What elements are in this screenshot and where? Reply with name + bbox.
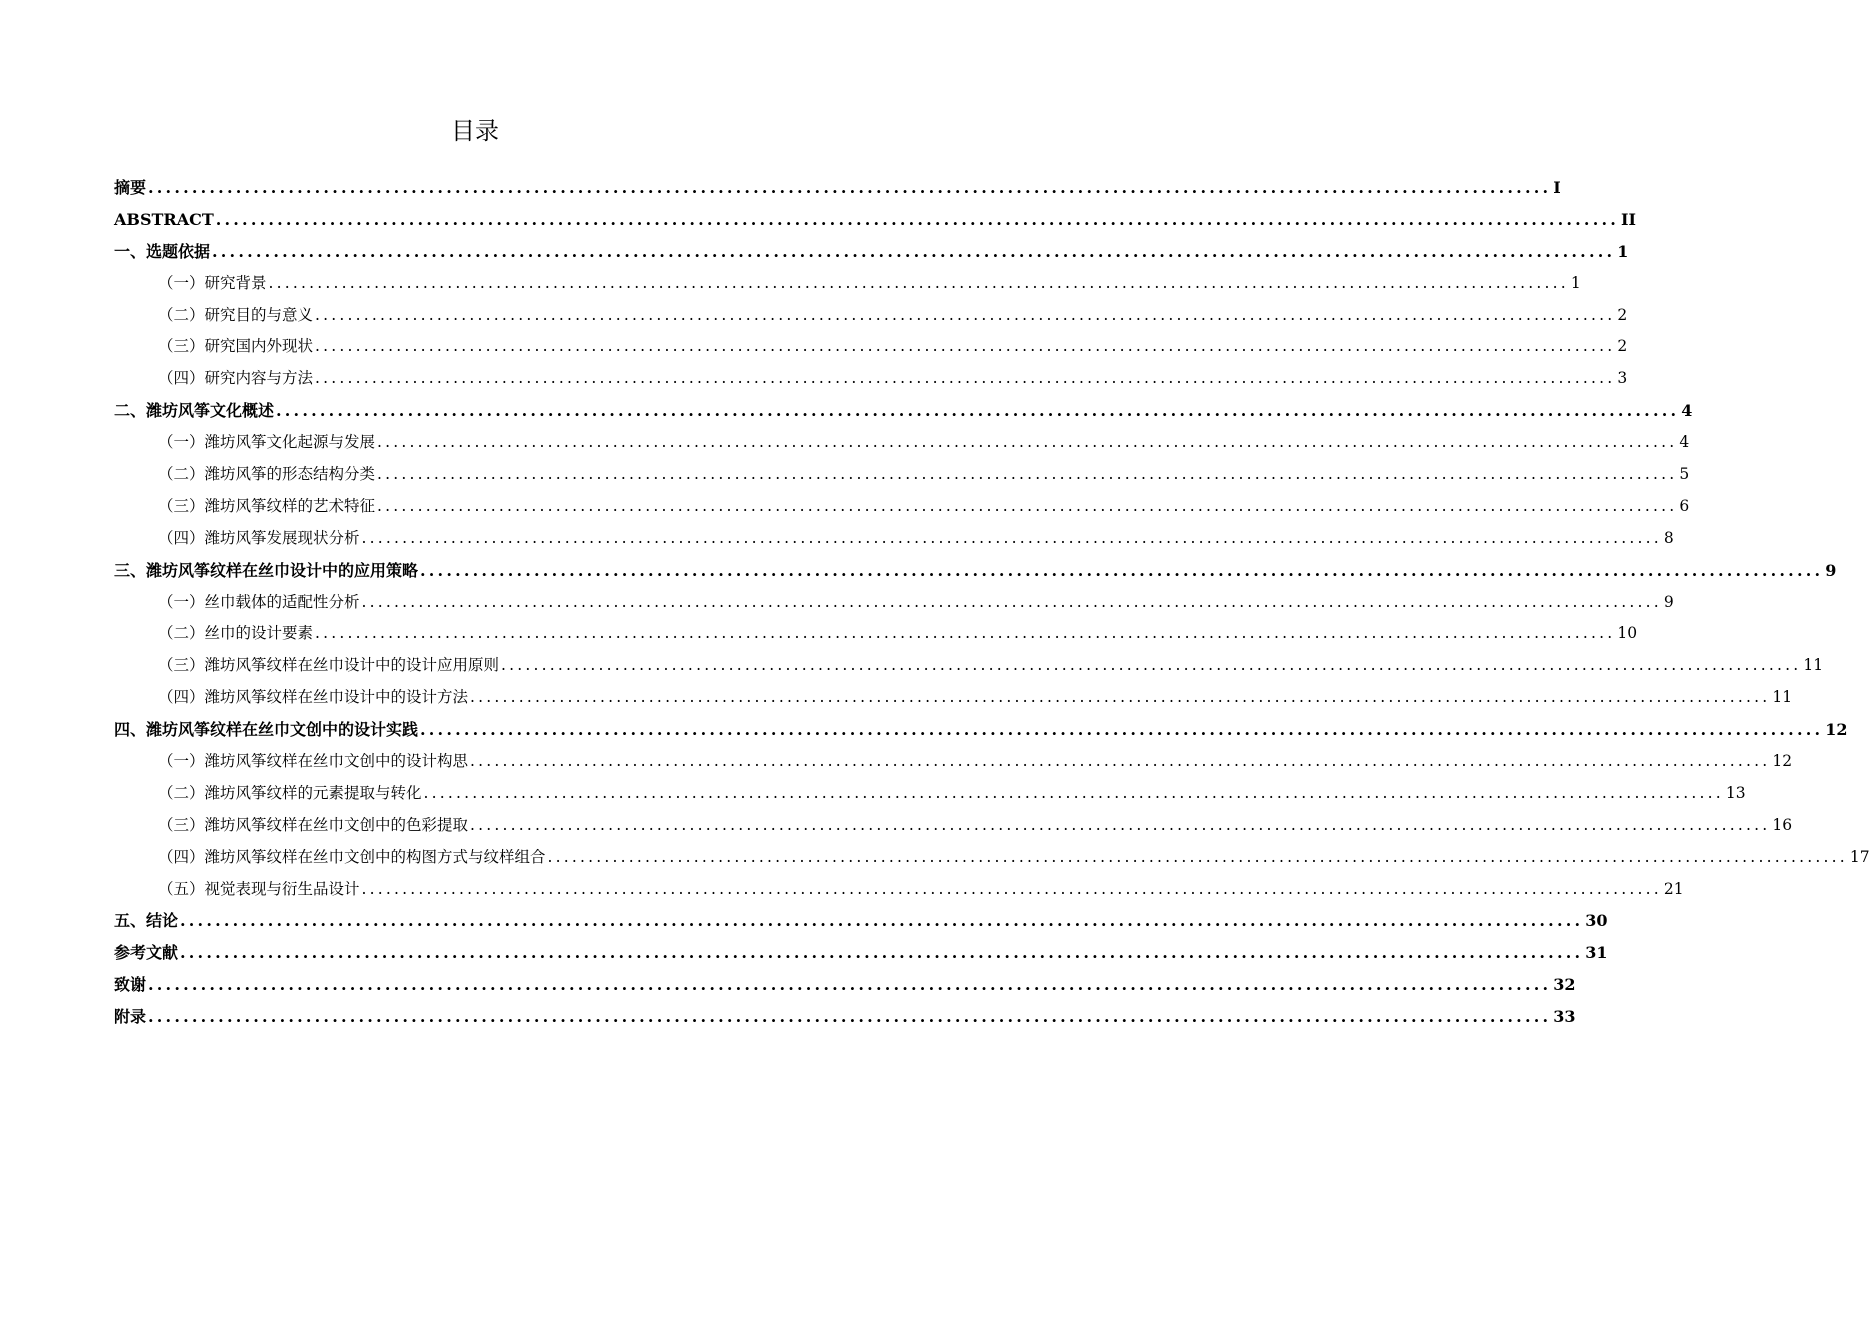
toc-entry-page-number: 3 bbox=[1617, 369, 1628, 388]
toc-entry-page-number: 30 bbox=[1585, 911, 1608, 931]
toc-entry-label: （三）潍坊风筝纹样在丝巾设计中的设计应用原则 bbox=[158, 656, 500, 675]
toc-entry-label: （一）丝巾载体的适配性分析 bbox=[158, 592, 360, 611]
toc-dot-leader: ................................................................................................................................................................ bbox=[377, 465, 1678, 484]
toc-entry-label: （三）潍坊风筝纹样在丝巾文创中的色彩提取 bbox=[158, 815, 469, 834]
toc-entry-label: （一）潍坊风筝文化起源与发展 bbox=[158, 433, 376, 452]
toc-entry-page-number: 8 bbox=[1663, 528, 1674, 547]
toc-entry-section[interactable] bbox=[114, 331, 1628, 363]
toc-entry-section[interactable] bbox=[114, 491, 1690, 523]
toc-dot-leader: ................................................................................................................................................................ bbox=[361, 592, 1662, 611]
toc-entry-section[interactable] bbox=[114, 650, 1824, 682]
toc-entry-chapter[interactable] bbox=[114, 905, 1608, 937]
toc-dot-leader: ................................................................................................................................................................ bbox=[180, 943, 1584, 963]
toc-dot-leader: ................................................................................................................................................................ bbox=[212, 241, 1616, 261]
toc-entry-page-number: 2 bbox=[1617, 305, 1628, 324]
toc-dot-leader: ................................................................................................................................................................ bbox=[361, 879, 1662, 898]
toc-entry-page-number: 4 bbox=[1681, 401, 1693, 421]
toc-dot-leader: ................................................................................................................................................................ bbox=[470, 688, 1771, 707]
toc-dot-leader: ................................................................................................................................................................ bbox=[377, 433, 1678, 452]
toc-entry-section[interactable] bbox=[114, 459, 1690, 491]
toc-entry-label: 参考文献 bbox=[114, 943, 179, 963]
toc-entry-section[interactable] bbox=[114, 268, 1581, 300]
toc-entry-label: ABSTRACT bbox=[114, 209, 214, 229]
toc-entry-label: 二、潍坊风筝文化概述 bbox=[114, 401, 275, 421]
toc-entry-label: （四）潍坊风筝纹样在丝巾文创中的构图方式与纹样组合 bbox=[158, 847, 546, 866]
toc-entry-page-number: I bbox=[1553, 178, 1561, 197]
toc-dot-leader: ................................................................................................................................................................ bbox=[148, 1007, 1552, 1027]
toc-entry-page-number: 32 bbox=[1553, 975, 1576, 995]
toc-entry-section[interactable] bbox=[114, 427, 1690, 459]
toc-entry-chapter[interactable] bbox=[114, 1001, 1576, 1033]
toc-entry-page-number: 12 bbox=[1772, 752, 1793, 771]
toc-entry-page-number: 6 bbox=[1679, 496, 1690, 515]
toc-entry-label: （三）研究国内外现状 bbox=[158, 337, 314, 356]
toc-entry-page-number: 31 bbox=[1585, 943, 1608, 963]
toc-entry-chapter[interactable] bbox=[114, 204, 1636, 236]
toc-entry-page-number: II bbox=[1621, 209, 1636, 229]
toc-entry-label: 致谢 bbox=[114, 975, 147, 995]
toc-entry-label: （四）研究内容与方法 bbox=[158, 369, 314, 388]
toc-entry-page-number: 2 bbox=[1617, 337, 1628, 356]
toc-dot-leader: ................................................................................................................................................................ bbox=[420, 560, 1824, 580]
toc-entry-label: 一、选题依据 bbox=[114, 241, 211, 261]
toc-entry-label: 四、潍坊风筝纹样在丝巾文创中的设计实践 bbox=[114, 720, 419, 740]
toc-entry-page-number: 13 bbox=[1725, 783, 1746, 802]
toc-entry-chapter[interactable] bbox=[114, 236, 1629, 268]
toc-dot-leader: ................................................................................................................................................................ bbox=[148, 975, 1552, 995]
toc-entry-page-number: 5 bbox=[1679, 465, 1690, 484]
toc-entry-section[interactable] bbox=[114, 682, 1793, 714]
table-of-contents bbox=[114, 172, 1870, 1033]
toc-dot-leader: ................................................................................................................................................................ bbox=[470, 815, 1771, 834]
toc-entry-chapter[interactable] bbox=[114, 555, 1837, 587]
toc-dot-leader: ................................................................................................................................................................ bbox=[315, 369, 1616, 388]
toc-entry-label: （二）丝巾的设计要素 bbox=[158, 624, 314, 643]
toc-entry-label: （五）视觉表现与衍生品设计 bbox=[158, 879, 360, 898]
toc-entry-page-number: 9 bbox=[1663, 592, 1674, 611]
toc-entry-page-number: 1 bbox=[1570, 273, 1581, 292]
toc-entry-label: 附录 bbox=[114, 1007, 147, 1027]
toc-dot-leader: ................................................................................................................................................................ bbox=[315, 305, 1616, 324]
toc-entry-chapter[interactable] bbox=[114, 937, 1608, 969]
toc-entry-section[interactable] bbox=[114, 746, 1793, 778]
toc-entry-chapter[interactable] bbox=[114, 395, 1693, 427]
toc-entry-page-number: 21 bbox=[1663, 879, 1684, 898]
toc-entry-page-number: 11 bbox=[1803, 656, 1824, 675]
toc-entry-section[interactable] bbox=[114, 810, 1793, 842]
toc-entry-section[interactable] bbox=[114, 587, 1674, 619]
toc-entry-page-number: 12 bbox=[1825, 720, 1848, 740]
toc-entry-label: （一）潍坊风筝纹样在丝巾文创中的设计构思 bbox=[158, 752, 469, 771]
toc-entry-page-number: 11 bbox=[1772, 688, 1793, 707]
toc-dot-leader: ................................................................................................................................................................ bbox=[547, 847, 1848, 866]
toc-entry-label: 五、结论 bbox=[114, 911, 179, 931]
toc-entry-page-number: 9 bbox=[1825, 560, 1837, 580]
toc-dot-leader: ................................................................................................................................................................ bbox=[315, 337, 1616, 356]
toc-dot-leader: ................................................................................................................................................................ bbox=[501, 656, 1802, 675]
toc-entry-label: （二）潍坊风筝的形态结构分类 bbox=[158, 465, 376, 484]
toc-dot-leader: ................................................................................................................................................................ bbox=[215, 209, 1619, 229]
toc-entry-section[interactable] bbox=[114, 778, 1746, 810]
page-title: 目录 bbox=[451, 117, 499, 145]
toc-entry-section[interactable] bbox=[114, 523, 1674, 555]
toc-entry-section[interactable] bbox=[114, 618, 1638, 650]
toc-entry-label: （二）潍坊风筝纹样的元素提取与转化 bbox=[158, 783, 422, 802]
toc-entry-label: （四）潍坊风筝发展现状分析 bbox=[158, 528, 360, 547]
toc-entry-page-number: 1 bbox=[1617, 241, 1629, 261]
toc-entry-label: 三、潍坊风筝纹样在丝巾设计中的应用策略 bbox=[114, 560, 419, 580]
toc-entry-page-number: 33 bbox=[1553, 1007, 1576, 1027]
toc-dot-leader: ................................................................................................................................................................ bbox=[276, 401, 1680, 421]
toc-entry-label: （二）研究目的与意义 bbox=[158, 305, 314, 324]
toc-entry-chapter[interactable] bbox=[114, 969, 1576, 1001]
toc-dot-leader: ................................................................................................................................................................ bbox=[361, 528, 1662, 547]
toc-entry-section[interactable] bbox=[114, 842, 1870, 874]
toc-entry-label: 摘要 bbox=[114, 178, 147, 197]
toc-entry-section[interactable] bbox=[114, 300, 1628, 332]
toc-dot-leader: ................................................................................................................................................................ bbox=[420, 720, 1824, 740]
toc-entry-section[interactable] bbox=[114, 874, 1684, 906]
toc-entry-page-number: 10 bbox=[1617, 624, 1638, 643]
toc-entry-label: （三）潍坊风筝纹样的艺术特征 bbox=[158, 496, 376, 515]
toc-entry-label: （一）研究背景 bbox=[158, 273, 267, 292]
toc-entry-chapter[interactable] bbox=[114, 172, 1561, 204]
toc-entry-chapter[interactable] bbox=[114, 714, 1848, 746]
toc-entry-page-number: 17 bbox=[1849, 847, 1870, 866]
toc-entry-page-number: 16 bbox=[1772, 815, 1793, 834]
toc-dot-leader: ................................................................................................................................................................ bbox=[180, 911, 1584, 931]
toc-dot-leader: ................................................................................................................................................................ bbox=[423, 783, 1724, 802]
toc-dot-leader: ................................................................................................................................................................ bbox=[148, 178, 1552, 197]
toc-dot-leader: ................................................................................................................................................................ bbox=[315, 624, 1616, 643]
toc-dot-leader: ................................................................................................................................................................ bbox=[377, 496, 1678, 515]
toc-entry-section[interactable] bbox=[114, 363, 1628, 395]
toc-entry-label: （四）潍坊风筝纹样在丝巾设计中的设计方法 bbox=[158, 688, 469, 707]
toc-dot-leader: ................................................................................................................................................................ bbox=[268, 273, 1569, 292]
toc-dot-leader: ................................................................................................................................................................ bbox=[470, 752, 1771, 771]
toc-entry-page-number: 4 bbox=[1679, 433, 1690, 452]
